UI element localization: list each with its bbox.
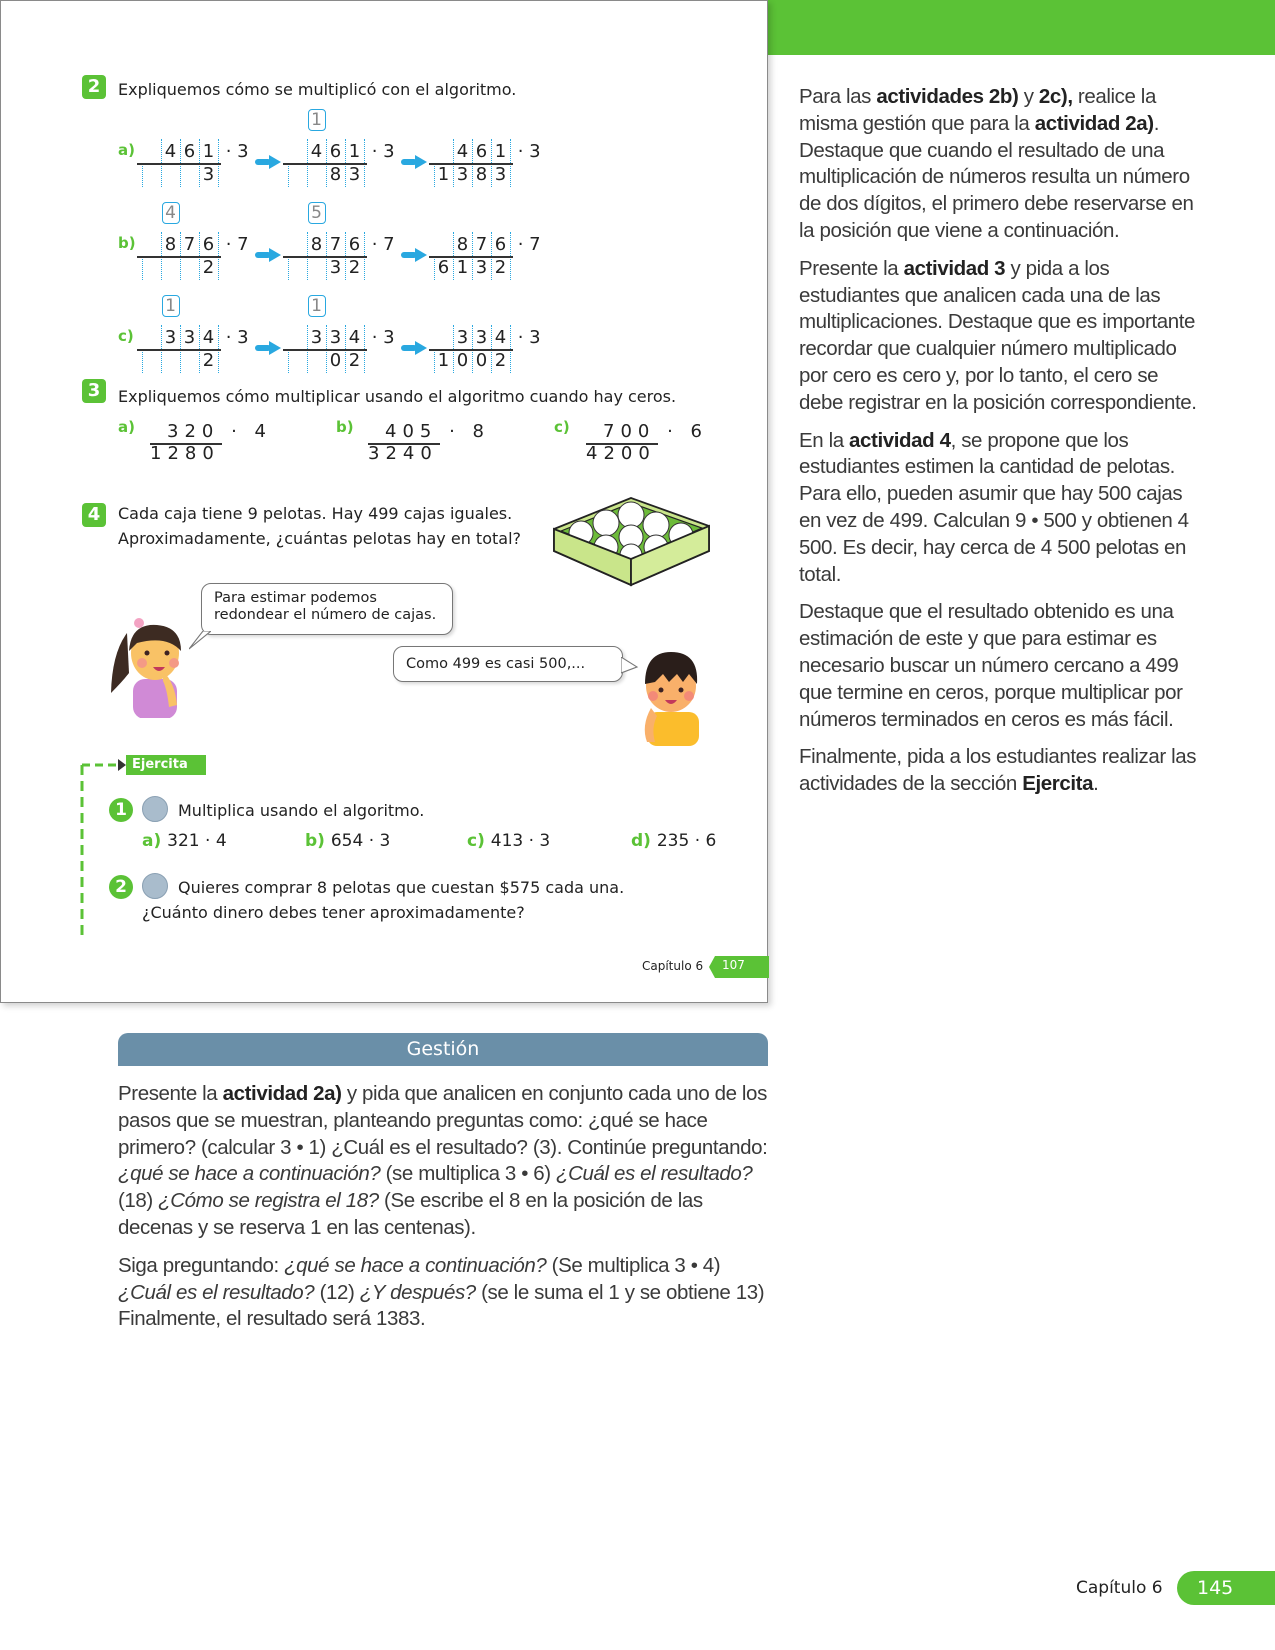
footer-page-number: 145 bbox=[1177, 1571, 1275, 1605]
multiplication-result: 1280 bbox=[150, 443, 220, 464]
gestion-paragraph-2: Siga preguntando: ¿qué se hace a continuación? (Se multiplica 3 • 4) ¿Cuál es el resultado? (12) ¿Y después? (se le suma el 1 y se obtiene 13) Finalmente, el resultado será 1383. bbox=[118, 1253, 765, 1331]
exercise-item-expression: 413 · 3 bbox=[490, 831, 551, 851]
multiplier: · 7 bbox=[512, 234, 541, 255]
partial-product: 0 2 bbox=[329, 350, 361, 371]
guide-paragraph-1: Para las actividades 2b) y 2c), realice la misma gestión que para la actividad 2a). Destaque que cuando el resultado de una multiplicación de números resulta un número de dos dígitos, el primero debe reservarse en la posición que viene a continuación. bbox=[799, 85, 1194, 242]
exercise-item-expression: 321 · 4 bbox=[167, 831, 227, 851]
guide-paragraph-4: Destaque que el resultado obtenido es una estimación de este y que para estimar es necesario buscar un número cercano a 499 que termine en ceros, porque multiplicar por números terminados en ceros es más fácil. bbox=[799, 600, 1183, 731]
exercise-2-badge: 2 bbox=[109, 875, 133, 899]
ejercita-tag: Ejercita bbox=[126, 755, 206, 775]
partial-product: 2 bbox=[202, 257, 215, 278]
gestion-paragraph-1: Presente la actividad 2a) y pida que analicen en conjunto cada uno de los pasos que se muestran, planteando preguntas como: ¿qué se hace primero? (calcular 3 • 1) ¿Cuál es el resultado? (3). Continúe preguntando: ¿qué se hace a continuación? (se multiplica 3 • 6) ¿Cuál es el resultado? (18) ¿Cómo se registra el 18? (Se escribe el 8 en la posición de las decenas y se reserva 1 en las centenas). bbox=[118, 1082, 768, 1239]
girl-speech-line2: redondear el número de cajas. bbox=[214, 607, 437, 623]
exercise-1-text: Multiplica usando el algoritmo. bbox=[178, 801, 425, 820]
exercise-item-label: d) bbox=[631, 831, 657, 851]
exercise-1-item bbox=[305, 831, 390, 851]
step-arrow-icon bbox=[255, 341, 283, 355]
guide-right-column bbox=[799, 84, 1199, 809]
multiplier: · 7 bbox=[366, 234, 395, 255]
exercise-item-label: c) bbox=[467, 831, 491, 851]
gestion-body bbox=[118, 1081, 770, 1344]
multiplicand: 8 7 6 · 7 bbox=[456, 234, 541, 255]
multiplicand: 4 6 1 · 3 bbox=[310, 141, 395, 162]
exercise-1-item bbox=[631, 831, 716, 851]
exercise-1-badge: 1 bbox=[109, 798, 133, 822]
exercise-item-label: b) bbox=[305, 831, 331, 851]
activity-4-line2: Aproximadamente, ¿cuántas pelotas hay en total? bbox=[118, 529, 522, 548]
guide-paragraph-5: Finalmente, pida a los estudiantes realizar las actividades de la sección Ejercita. bbox=[799, 745, 1197, 796]
activity-4-line1: Cada caja tiene 9 pelotas. Hay 499 cajas iguales. bbox=[118, 504, 513, 523]
partial-product: 2 bbox=[202, 350, 215, 371]
step-arrow-icon bbox=[255, 248, 283, 262]
notebook-icon bbox=[142, 873, 168, 899]
exercise-2-line1: Quieres comprar 8 pelotas que cuestan $575 cada una. bbox=[178, 878, 625, 897]
girl-speech-line1: Para estimar podemos bbox=[214, 590, 377, 606]
carry-digit-box: 1 bbox=[162, 295, 180, 317]
ejercita-dashed-bracket bbox=[80, 757, 128, 937]
activity-3-label: b) bbox=[336, 418, 354, 436]
multiplicand: 8 7 6 · 7 bbox=[164, 234, 249, 255]
carry-digit-box: 5 bbox=[308, 202, 326, 224]
girl-speech-bubble bbox=[201, 583, 453, 635]
activity-2-title: Expliquemos cómo se multiplicó con el algoritmo. bbox=[118, 80, 517, 99]
boy-illustration bbox=[637, 646, 705, 746]
multiplier: · 3 bbox=[220, 141, 249, 162]
multiplier: · 3 bbox=[512, 327, 541, 348]
boy-speech-text: Como 499 es casi 500,... bbox=[406, 656, 586, 672]
activity-2-row-label: a) bbox=[118, 141, 135, 159]
exercise-item-expression: 654 · 3 bbox=[330, 831, 391, 851]
activity-4-badge: 4 bbox=[82, 503, 106, 527]
activity-3-label: c) bbox=[554, 418, 570, 436]
student-footer-page-number: 107 bbox=[722, 958, 745, 972]
carry-digit-box: 4 bbox=[162, 202, 180, 224]
ball-box-illustration bbox=[549, 493, 715, 589]
multiplication-expression: 320 · 4 bbox=[167, 421, 272, 442]
multiplication-expression: 700 · 6 bbox=[603, 421, 708, 442]
multiplicand: 8 7 6 · 7 bbox=[310, 234, 395, 255]
partial-product: 1 3 8 3 bbox=[437, 164, 507, 185]
partial-product: 1 0 0 2 bbox=[437, 350, 507, 371]
multiplier: · 3 bbox=[366, 141, 395, 162]
student-footer-chapter: Capítulo 6 bbox=[642, 959, 704, 973]
guide-paragraph-2: Presente la actividad 3 y pida a los estudiantes que analicen cada una de las multiplicaciones. Destaque que es importante recordar que cualquier número multiplicado por cero es cero y, por lo tanto, el cero se debe registrar en la posición correspondiente. bbox=[799, 256, 1197, 414]
partial-product: 8 3 bbox=[329, 164, 361, 185]
header-color-band bbox=[768, 0, 1275, 55]
gestion-header: Gestión bbox=[118, 1033, 768, 1066]
multiplicand: 4 6 1 · 3 bbox=[456, 141, 541, 162]
exercise-1-item bbox=[467, 831, 550, 851]
exercise-item-label: a) bbox=[142, 831, 168, 851]
student-page-thumbnail bbox=[0, 0, 768, 1003]
activity-3-badge: 3 bbox=[82, 379, 106, 403]
multiplicand: 3 3 4 · 3 bbox=[456, 327, 541, 348]
step-arrow-icon bbox=[401, 155, 429, 169]
multiplicand: 3 3 4 · 3 bbox=[310, 327, 395, 348]
multiplier: · 3 bbox=[366, 327, 395, 348]
carry-digit-box: 1 bbox=[308, 295, 326, 317]
multiplication-expression: 405 · 8 bbox=[385, 421, 490, 442]
step-arrow-icon bbox=[401, 341, 429, 355]
activity-3-label: a) bbox=[118, 418, 135, 436]
exercise-item-expression: 235 · 6 bbox=[656, 831, 717, 851]
exercise-1-item bbox=[142, 831, 227, 851]
multiplication-result: 3240 bbox=[368, 443, 438, 464]
boy-speech-bubble bbox=[393, 646, 623, 682]
activity-2-row-label: c) bbox=[118, 327, 134, 345]
step-arrow-icon bbox=[401, 248, 429, 262]
guide-paragraph-3: En la actividad 4, se propone que los estudiantes estimen la cantidad de pelotas. Para ello, pueden asumir que hay 500 cajas en vez de 499. Calculan 9 • 500 y obtienen 4 500. Es decir, hay cerca de 4 500 pelotas en total. bbox=[799, 428, 1189, 586]
exercise-2-line2: ¿Cuánto dinero debes tener aproximadamente? bbox=[142, 903, 525, 922]
multiplicand: 3 3 4 · 3 bbox=[164, 327, 249, 348]
girl-illustration bbox=[107, 613, 193, 718]
multiplier: · 3 bbox=[512, 141, 541, 162]
partial-product: 3 2 bbox=[329, 257, 361, 278]
activity-2-row-label: b) bbox=[118, 234, 136, 252]
activity-3-title: Expliquemos cómo multiplicar usando el algoritmo cuando hay ceros. bbox=[118, 387, 677, 406]
partial-product: 6 1 3 2 bbox=[437, 257, 507, 278]
multiplicand: 4 6 1 · 3 bbox=[164, 141, 249, 162]
multiplier: · 3 bbox=[220, 327, 249, 348]
multiplication-result: 4200 bbox=[586, 443, 656, 464]
step-arrow-icon bbox=[255, 155, 283, 169]
multiplier: · 7 bbox=[220, 234, 249, 255]
partial-product: 3 bbox=[202, 164, 215, 185]
notebook-icon bbox=[142, 796, 168, 822]
carry-digit-box: 1 bbox=[308, 109, 326, 131]
footer-chapter: Capítulo 6 bbox=[1076, 1578, 1163, 1598]
activity-2-badge: 2 bbox=[82, 75, 106, 99]
